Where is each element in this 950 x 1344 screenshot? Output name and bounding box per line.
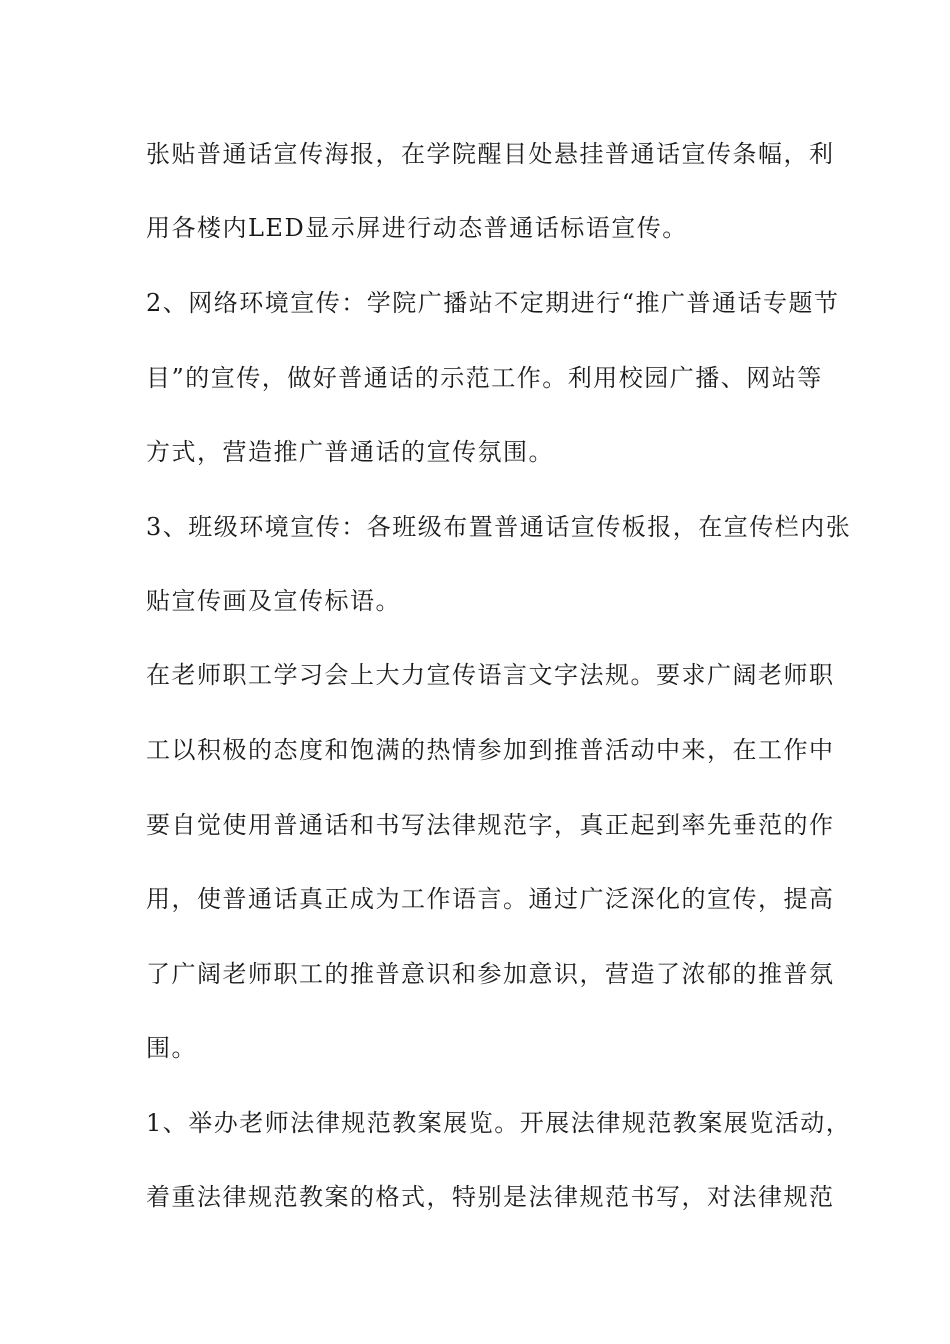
text-line: 围。	[146, 1034, 197, 1062]
text-line: 要自觉使用普通话和书写法律规范字，真正起到率先垂范的作	[146, 811, 835, 839]
text-line: 工以积极的态度和饱满的热情参加到推普活动中来，在工作中	[146, 736, 835, 764]
text-line: 3、班级环境宣传：各班级布置普通话宣传板报，在宣传栏内张	[146, 513, 852, 541]
text-line: 着重法律规范教案的格式，特别是法律规范书写，对法律规范	[146, 1183, 835, 1211]
text-line: 方式，营造推广普通话的宣传氛围。	[146, 438, 554, 466]
text-line: 用，使普通话真正成为工作语言。通过广泛深化的宣传，提高	[146, 885, 835, 913]
text-line: 1、举办老师法律规范教案展览。开展法律规范教案展览活动，	[146, 1109, 852, 1137]
text-line: 了广阔老师职工的推普意识和参加意识，营造了浓郁的推普氛	[146, 960, 835, 988]
text-line: 用各楼内LED显示屏进行动态普通话标语宣传。	[146, 214, 688, 242]
text-line: 在老师职工学习会上大力宣传语言文字法规。要求广阔老师职	[146, 661, 835, 689]
text-line: 2、网络环境宣传：学院广播站不定期进行“推广普通话专题节	[146, 289, 840, 317]
text-line: 张贴普通话宣传海报，在学院醒目处悬挂普通话宣传条幅，利	[146, 140, 835, 168]
text-line: 目”的宣传，做好普通话的示范工作。利用校园广播、网站等	[146, 364, 823, 392]
text-line: 贴宣传画及宣传标语。	[146, 587, 401, 615]
